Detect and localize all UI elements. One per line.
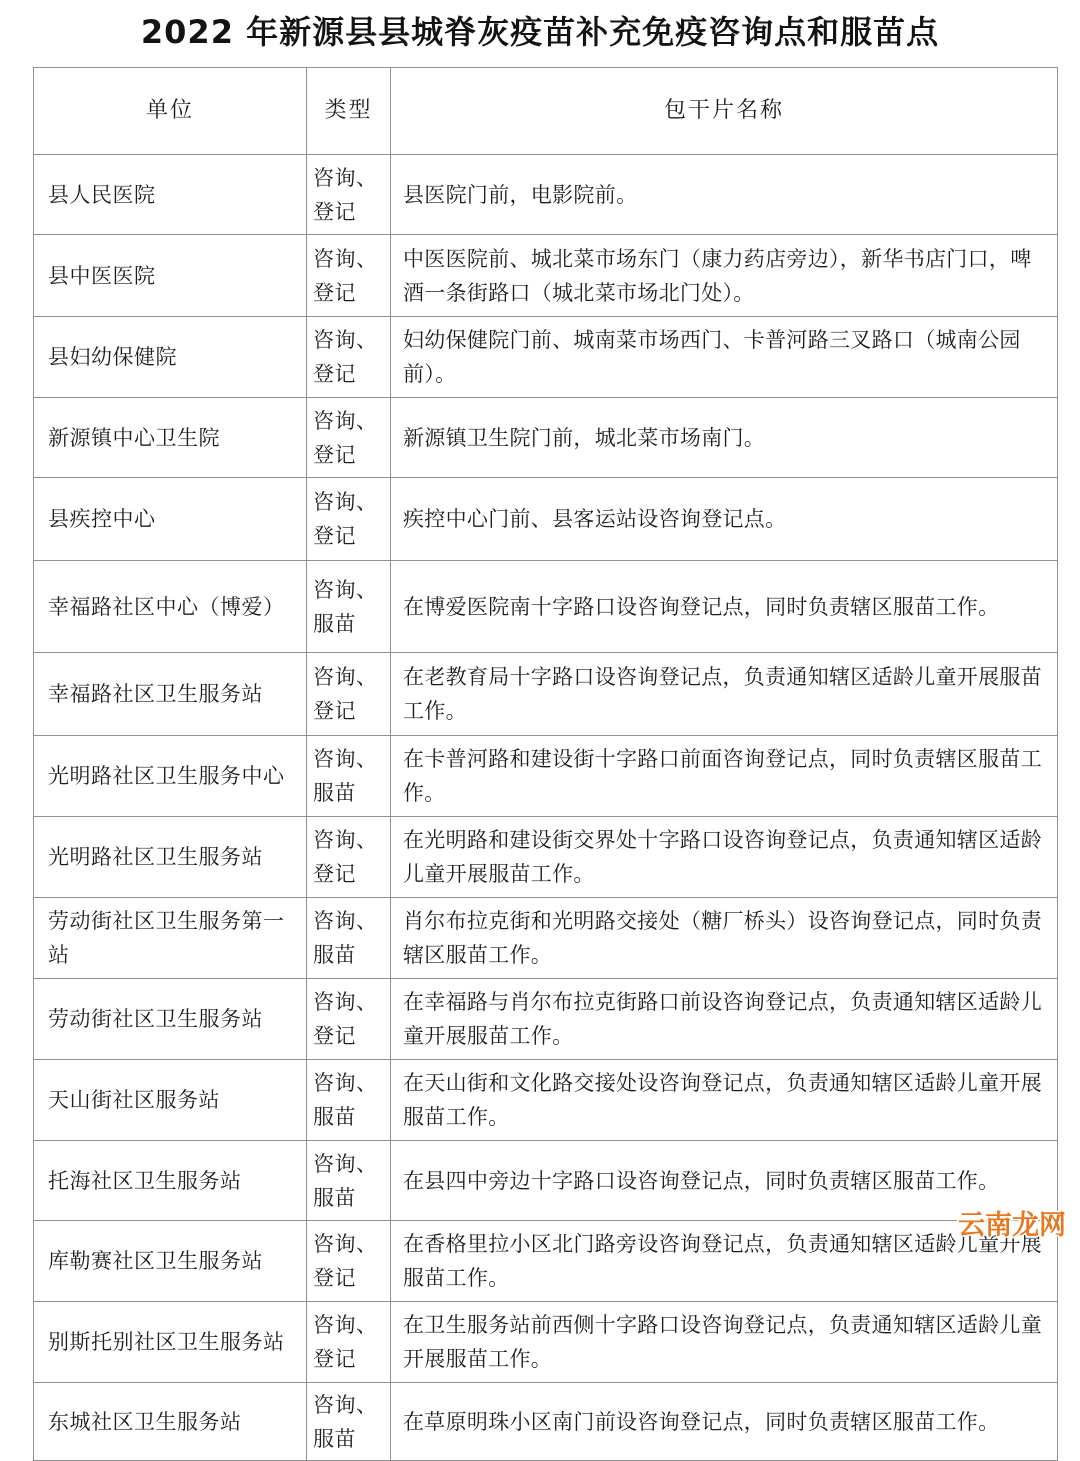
table-row (34, 398, 1058, 478)
cell-type: 咨询、服苗 (307, 561, 391, 653)
cell-area: 疾控中心门前、县客运站设咨询登记点。 (391, 478, 1058, 561)
cell-unit: 东城社区卫生服务站 (34, 1383, 307, 1461)
column-header-area: 包干片名称 (391, 68, 1058, 155)
page-title: 2022 年新源县县城脊灰疫苗补充免疫咨询点和服苗点 (140, 13, 940, 51)
table-row (34, 817, 1058, 898)
cell-area: 县医院门前，电影院前。 (391, 155, 1058, 235)
cell-type: 咨询、登记 (307, 979, 391, 1060)
cell-type: 咨询、服苗 (307, 736, 391, 817)
table-row (34, 736, 1058, 817)
table-row (34, 653, 1058, 736)
cell-area: 在草原明珠小区南门前设咨询登记点，同时负责辖区服苗工作。 (391, 1383, 1058, 1461)
cell-area: 在博爱医院南十字路口设咨询登记点，同时负责辖区服苗工作。 (391, 561, 1058, 653)
table-row (34, 1141, 1058, 1221)
cell-unit: 光明路社区卫生服务中心 (34, 736, 307, 817)
cell-unit: 幸福路社区卫生服务站 (34, 653, 307, 736)
cell-area: 在卫生服务站前西侧十字路口设咨询登记点，负责通知辖区适龄儿童开展服苗工作。 (391, 1302, 1058, 1383)
watermark-text: 云南龙网 (958, 1210, 1066, 1241)
table-body (34, 155, 1058, 1461)
cell-type: 咨询、登记 (307, 398, 391, 478)
cell-type: 咨询、服苗 (307, 1141, 391, 1221)
column-header-type: 类型 (307, 68, 391, 155)
cell-area: 在光明路和建设街交界处十字路口设咨询登记点，负责通知辖区适龄儿童开展服苗工作。 (391, 817, 1058, 898)
cell-unit: 幸福路社区中心（博爱） (34, 561, 307, 653)
table-row (34, 1221, 1058, 1302)
vaccination-points-table-container (33, 67, 1057, 1461)
cell-unit: 县妇幼保健院 (34, 317, 307, 398)
cell-type: 咨询、登记 (307, 817, 391, 898)
cell-type: 咨询、服苗 (307, 898, 391, 979)
vaccination-points-table (33, 67, 1058, 1461)
cell-area: 新源镇卫生院门前，城北菜市场南门。 (391, 398, 1058, 478)
table-row (34, 561, 1058, 653)
table-row (34, 155, 1058, 235)
cell-area: 在天山街和文化路交接处设咨询登记点，负责通知辖区适龄儿童开展服苗工作。 (391, 1060, 1058, 1141)
cell-area: 在卡普河路和建设街十字路口前面咨询登记点，同时负责辖区服苗工作。 (391, 736, 1058, 817)
table-row (34, 898, 1058, 979)
cell-type: 咨询、登记 (307, 235, 391, 317)
table-header (34, 68, 1058, 155)
cell-type: 咨询、登记 (307, 155, 391, 235)
cell-unit: 天山街社区服务站 (34, 1060, 307, 1141)
cell-area: 妇幼保健院门前、城南菜市场西门、卡普河路三叉路口（城南公园前）。 (391, 317, 1058, 398)
cell-type: 咨询、登记 (307, 317, 391, 398)
cell-type: 咨询、服苗 (307, 1060, 391, 1141)
cell-area: 肖尔布拉克街和光明路交接处（糖厂桥头）设咨询登记点，同时负责辖区服苗工作。 (391, 898, 1058, 979)
cell-unit: 劳动街社区卫生服务站 (34, 979, 307, 1060)
cell-unit: 劳动街社区卫生服务第一站 (34, 898, 307, 979)
cell-unit: 库勒赛社区卫生服务站 (34, 1221, 307, 1302)
cell-area: 在县四中旁边十字路口设咨询登记点，同时负责辖区服苗工作。 (391, 1141, 1058, 1221)
table-row (34, 478, 1058, 561)
cell-area: 在香格里拉小区北门路旁设咨询登记点，负责通知辖区适龄儿童开展服苗工作。 (391, 1221, 1058, 1302)
column-header-unit: 单位 (34, 68, 307, 155)
cell-type: 咨询、登记 (307, 478, 391, 561)
cell-area: 在幸福路与肖尔布拉克街路口前设咨询登记点，负责通知辖区适龄儿童开展服苗工作。 (391, 979, 1058, 1060)
cell-type: 咨询、服苗 (307, 1383, 391, 1461)
table-row (34, 235, 1058, 317)
table-row (34, 317, 1058, 398)
cell-type: 咨询、登记 (307, 653, 391, 736)
cell-unit: 县疾控中心 (34, 478, 307, 561)
cell-unit: 托海社区卫生服务站 (34, 1141, 307, 1221)
cell-type: 咨询、登记 (307, 1221, 391, 1302)
cell-area: 在老教育局十字路口设咨询登记点，负责通知辖区适龄儿童开展服苗工作。 (391, 653, 1058, 736)
table-row (34, 1383, 1058, 1461)
cell-area: 中医医院前、城北菜市场东门（康力药店旁边），新华书店门口，啤酒一条街路口（城北菜市场北门处）。 (391, 235, 1058, 317)
cell-unit: 县中医医院 (34, 235, 307, 317)
table-row (34, 1302, 1058, 1383)
table-row (34, 1060, 1058, 1141)
table-header-row (34, 68, 1058, 155)
cell-unit: 县人民医院 (34, 155, 307, 235)
table-row (34, 979, 1058, 1060)
cell-unit: 别斯托别社区卫生服务站 (34, 1302, 307, 1383)
cell-type: 咨询、登记 (307, 1302, 391, 1383)
cell-unit: 光明路社区卫生服务站 (34, 817, 307, 898)
cell-unit: 新源镇中心卫生院 (34, 398, 307, 478)
